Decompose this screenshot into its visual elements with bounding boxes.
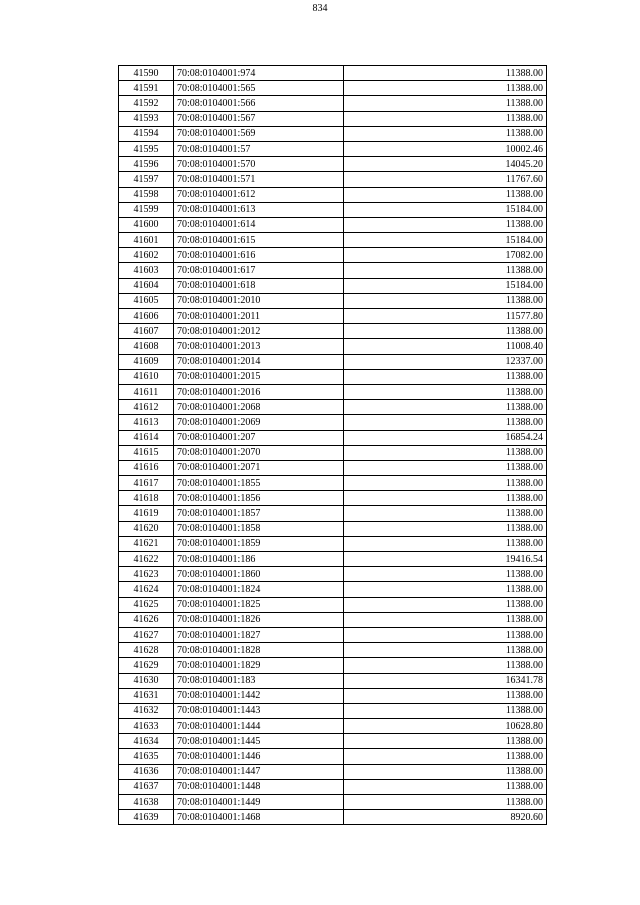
cadastral-value-cell: 11388.00 [344,779,547,794]
table-row [119,567,547,582]
cadastral-value-cell: 11388.00 [344,96,547,111]
row-number-cell: 41617 [119,476,174,491]
cadastral-value-cell: 10002.46 [344,141,547,156]
table-row [119,369,547,384]
cadastral-value-cell: 11388.00 [344,187,547,202]
table-row [119,521,547,536]
table-row [119,187,547,202]
row-number-cell: 41609 [119,354,174,369]
table-row [119,339,547,354]
cadastral-number-cell: 70:08:0104001:2014 [174,354,344,369]
row-number-cell: 41626 [119,612,174,627]
table-row [119,764,547,779]
table-row [119,552,547,567]
table-row [119,491,547,506]
cadastral-value-cell: 11388.00 [344,111,547,126]
cadastral-value-cell: 15184.00 [344,278,547,293]
row-number-cell: 41607 [119,324,174,339]
row-number-cell: 41602 [119,248,174,263]
cadastral-number-cell: 70:08:0104001:1442 [174,688,344,703]
row-number-cell: 41605 [119,293,174,308]
row-number-cell: 41608 [119,339,174,354]
table-row [119,141,547,156]
cadastral-number-cell: 70:08:0104001:612 [174,187,344,202]
cadastral-value-cell: 16341.78 [344,673,547,688]
cadastral-value-cell: 11388.00 [344,324,547,339]
row-number-cell: 41636 [119,764,174,779]
cadastral-value-cell: 11388.00 [344,521,547,536]
row-number-cell: 41615 [119,445,174,460]
cadastral-number-cell: 70:08:0104001:617 [174,263,344,278]
cadastral-number-cell: 70:08:0104001:207 [174,430,344,445]
cadastral-number-cell: 70:08:0104001:1443 [174,703,344,718]
cadastral-number-cell: 70:08:0104001:1858 [174,521,344,536]
cadastral-number-cell: 70:08:0104001:1856 [174,491,344,506]
cadastral-number-cell: 70:08:0104001:1855 [174,476,344,491]
table-row [119,263,547,278]
cadastral-number-cell: 70:08:0104001:1448 [174,779,344,794]
table-row [119,96,547,111]
row-number-cell: 41601 [119,233,174,248]
cadastral-value-cell: 14045.20 [344,157,547,172]
table-row [119,445,547,460]
cadastral-number-cell: 70:08:0104001:618 [174,278,344,293]
table-row [119,248,547,263]
table-row [119,309,547,324]
row-number-cell: 41610 [119,369,174,384]
row-number-cell: 41593 [119,111,174,126]
table-row [119,324,547,339]
cadastral-value-cell: 11577.80 [344,309,547,324]
cadastral-value-cell: 11388.00 [344,384,547,399]
cadastral-number-cell: 70:08:0104001:2015 [174,369,344,384]
table-row [119,278,547,293]
cadastral-value-cell: 11388.00 [344,445,547,460]
cadastral-number-cell: 70:08:0104001:2012 [174,324,344,339]
table-row [119,293,547,308]
cadastral-number-cell: 70:08:0104001:1444 [174,719,344,734]
cadastral-number-cell: 70:08:0104001:2070 [174,445,344,460]
cadastral-value-cell: 11388.00 [344,491,547,506]
table-row [119,643,547,658]
row-number-cell: 41634 [119,734,174,749]
row-number-cell: 41639 [119,810,174,825]
row-number-cell: 41629 [119,658,174,673]
table-row [119,612,547,627]
cadastral-number-cell: 70:08:0104001:1825 [174,597,344,612]
row-number-cell: 41623 [119,567,174,582]
cadastral-number-cell: 70:08:0104001:2013 [174,339,344,354]
row-number-cell: 41619 [119,506,174,521]
cadastral-number-cell: 70:08:0104001:613 [174,202,344,217]
cadastral-value-cell: 11388.00 [344,536,547,551]
cadastral-number-cell: 70:08:0104001:567 [174,111,344,126]
table-row [119,582,547,597]
cadastral-value-cell: 11008.40 [344,339,547,354]
row-number-cell: 41596 [119,157,174,172]
cadastral-value-cell: 11388.00 [344,688,547,703]
table-row [119,658,547,673]
cadastral-number-cell: 70:08:0104001:1828 [174,643,344,658]
table-row [119,400,547,415]
table-row [119,217,547,232]
cadastral-value-cell: 11388.00 [344,126,547,141]
row-number-cell: 41600 [119,217,174,232]
cadastral-number-cell: 70:08:0104001:616 [174,248,344,263]
table-row [119,627,547,642]
cadastral-value-cell: 11388.00 [344,749,547,764]
cadastral-number-cell: 70:08:0104001:1447 [174,764,344,779]
table-row [119,415,547,430]
row-number-cell: 41633 [119,719,174,734]
row-number-cell: 41625 [119,597,174,612]
cadastral-value-cell: 11388.00 [344,369,547,384]
cadastral-value-cell: 11388.00 [344,217,547,232]
cadastral-value-cell: 11388.00 [344,263,547,278]
cadastral-value-cell: 11388.00 [344,476,547,491]
row-number-cell: 41612 [119,400,174,415]
table-row [119,703,547,718]
cadastral-value-cell: 15184.00 [344,202,547,217]
cadastral-number-cell: 70:08:0104001:2011 [174,309,344,324]
cadastral-number-cell: 70:08:0104001:2068 [174,400,344,415]
cadastral-number-cell: 70:08:0104001:1860 [174,567,344,582]
cadastral-number-cell: 70:08:0104001:615 [174,233,344,248]
cadastral-value-cell: 11388.00 [344,400,547,415]
row-number-cell: 41613 [119,415,174,430]
cadastral-number-cell: 70:08:0104001:2010 [174,293,344,308]
row-number-cell: 41606 [119,309,174,324]
row-number-cell: 41603 [119,263,174,278]
cadastral-value-cell: 11388.00 [344,764,547,779]
cadastral-value-cell: 19416.54 [344,552,547,567]
row-number-cell: 41590 [119,66,174,81]
cadastral-value-cell: 11388.00 [344,703,547,718]
cadastral-value-cell: 11388.00 [344,460,547,475]
table-row [119,734,547,749]
table-row [119,81,547,96]
cadastral-value-table [118,65,547,825]
table-row [119,157,547,172]
cadastral-number-cell: 70:08:0104001:1468 [174,810,344,825]
cadastral-number-cell: 70:08:0104001:1445 [174,734,344,749]
row-number-cell: 41632 [119,703,174,718]
row-number-cell: 41591 [119,81,174,96]
cadastral-number-cell: 70:08:0104001:1859 [174,536,344,551]
table-row [119,749,547,764]
table-row [119,673,547,688]
table-row [119,111,547,126]
cadastral-value-cell: 15184.00 [344,233,547,248]
cadastral-number-cell: 70:08:0104001:1446 [174,749,344,764]
table-row [119,354,547,369]
row-number-cell: 41604 [119,278,174,293]
table-row [119,202,547,217]
cadastral-value-cell: 11388.00 [344,658,547,673]
cadastral-number-cell: 70:08:0104001:974 [174,66,344,81]
row-number-cell: 41618 [119,491,174,506]
table-body [119,66,547,825]
cadastral-value-cell: 10628.80 [344,719,547,734]
cadastral-number-cell: 70:08:0104001:1449 [174,795,344,810]
cadastral-value-cell: 11388.00 [344,567,547,582]
row-number-cell: 41616 [119,460,174,475]
cadastral-value-cell: 11388.00 [344,582,547,597]
table-row [119,430,547,445]
cadastral-number-cell: 70:08:0104001:1826 [174,612,344,627]
row-number-cell: 41621 [119,536,174,551]
row-number-cell: 41622 [119,552,174,567]
cadastral-number-cell: 70:08:0104001:1827 [174,627,344,642]
cadastral-number-cell: 70:08:0104001:1824 [174,582,344,597]
row-number-cell: 41595 [119,141,174,156]
table-row [119,460,547,475]
cadastral-value-cell: 11388.00 [344,597,547,612]
cadastral-value-cell: 11388.00 [344,612,547,627]
row-number-cell: 41637 [119,779,174,794]
cadastral-number-cell: 70:08:0104001:614 [174,217,344,232]
cadastral-value-cell: 11388.00 [344,293,547,308]
table-row [119,597,547,612]
cadastral-value-cell: 11388.00 [344,627,547,642]
row-number-cell: 41631 [119,688,174,703]
table-row [119,688,547,703]
row-number-cell: 41620 [119,521,174,536]
row-number-cell: 41624 [119,582,174,597]
cadastral-number-cell: 70:08:0104001:1829 [174,658,344,673]
cadastral-value-cell: 11388.00 [344,415,547,430]
table-row [119,384,547,399]
table-row [119,126,547,141]
table-row [119,795,547,810]
table-row [119,66,547,81]
table-row [119,506,547,521]
row-number-cell: 41635 [119,749,174,764]
cadastral-value-cell: 16854.24 [344,430,547,445]
cadastral-value-cell: 17082.00 [344,248,547,263]
cadastral-number-cell: 70:08:0104001:569 [174,126,344,141]
row-number-cell: 41611 [119,384,174,399]
cadastral-number-cell: 70:08:0104001:571 [174,172,344,187]
cadastral-number-cell: 70:08:0104001:565 [174,81,344,96]
cadastral-value-cell: 11388.00 [344,506,547,521]
cadastral-number-cell: 70:08:0104001:183 [174,673,344,688]
table-row [119,810,547,825]
cadastral-value-cell: 8920.60 [344,810,547,825]
row-number-cell: 41630 [119,673,174,688]
cadastral-value-cell: 11767.60 [344,172,547,187]
table-row [119,476,547,491]
row-number-cell: 41627 [119,627,174,642]
cadastral-value-cell: 11388.00 [344,795,547,810]
cadastral-number-cell: 70:08:0104001:570 [174,157,344,172]
table-row [119,536,547,551]
row-number-cell: 41599 [119,202,174,217]
table-row [119,719,547,734]
row-number-cell: 41597 [119,172,174,187]
row-number-cell: 41598 [119,187,174,202]
row-number-cell: 41628 [119,643,174,658]
cadastral-number-cell: 70:08:0104001:186 [174,552,344,567]
page-number: 834 [312,3,328,14]
cadastral-value-cell: 12337.00 [344,354,547,369]
row-number-cell: 41592 [119,96,174,111]
cadastral-number-cell: 70:08:0104001:2071 [174,460,344,475]
row-number-cell: 41614 [119,430,174,445]
cadastral-value-cell: 11388.00 [344,643,547,658]
cadastral-number-cell: 70:08:0104001:566 [174,96,344,111]
row-number-cell: 41638 [119,795,174,810]
cadastral-number-cell: 70:08:0104001:57 [174,141,344,156]
cadastral-number-cell: 70:08:0104001:2069 [174,415,344,430]
table-row [119,233,547,248]
cadastral-value-cell: 11388.00 [344,81,547,96]
cadastral-number-cell: 70:08:0104001:2016 [174,384,344,399]
cadastral-value-cell: 11388.00 [344,734,547,749]
cadastral-value-cell: 11388.00 [344,66,547,81]
row-number-cell: 41594 [119,126,174,141]
table-row [119,779,547,794]
table-row [119,172,547,187]
cadastral-number-cell: 70:08:0104001:1857 [174,506,344,521]
